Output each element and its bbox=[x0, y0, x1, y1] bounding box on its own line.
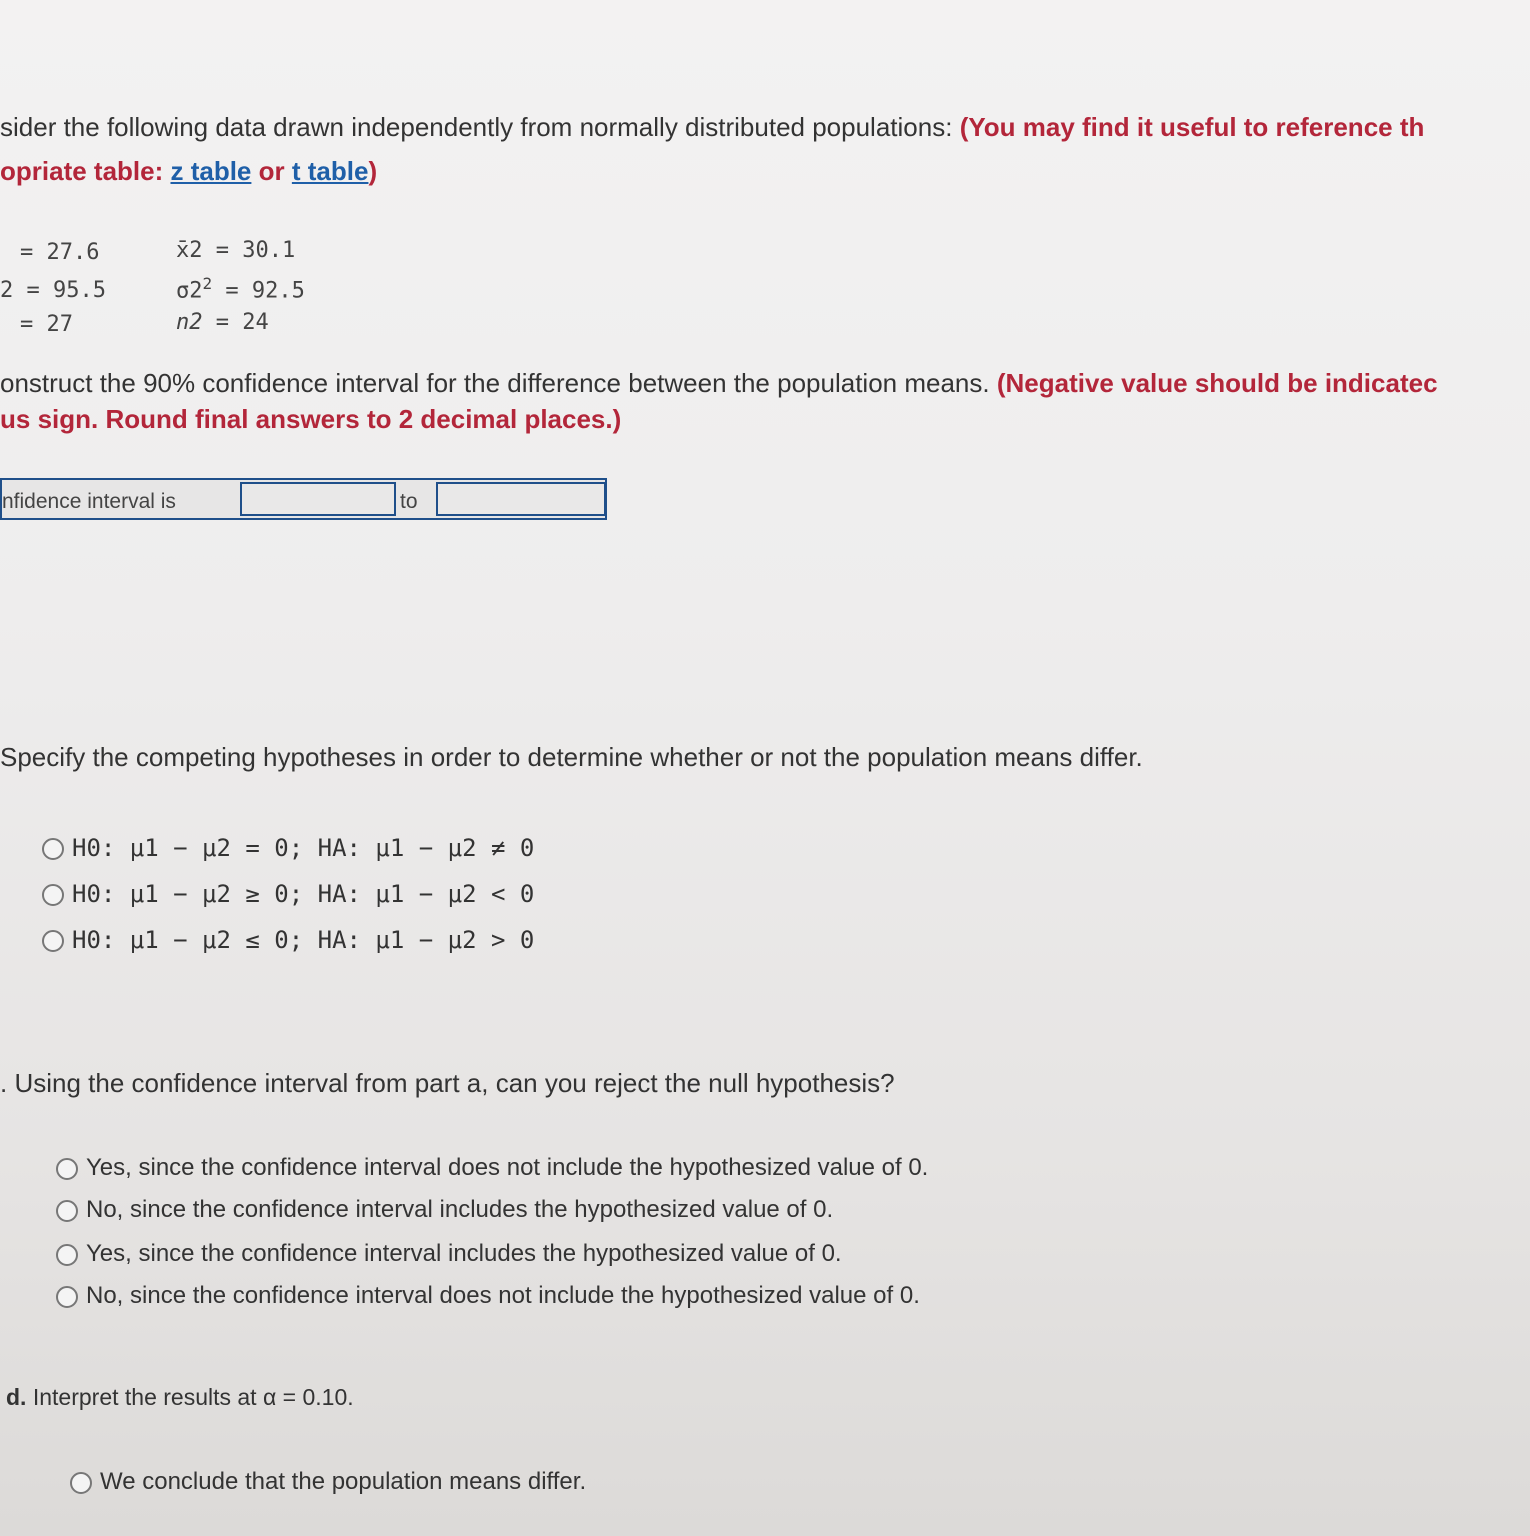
hypothesis-option-2-label: H0: μ1 − μ2 ≥ 0; HA: μ1 − μ2 < 0 bbox=[72, 880, 535, 908]
sigma2-symbol: σ2 bbox=[176, 278, 203, 304]
radio-button[interactable] bbox=[56, 1286, 78, 1308]
part-a-line-1 bbox=[0, 368, 1438, 399]
part-d-label: d. bbox=[6, 1384, 27, 1410]
part-a-note-2: us sign. Round final answers to 2 decimal places.) bbox=[0, 404, 622, 434]
sigma2-value: = 92.5 bbox=[225, 278, 305, 304]
confidence-interval-table bbox=[0, 478, 607, 520]
intro-line-1 bbox=[0, 112, 1424, 143]
close-paren: ) bbox=[368, 156, 378, 186]
intro-line-2 bbox=[0, 156, 377, 187]
ci-label: nfidence interval is bbox=[2, 490, 176, 513]
x2-symbol: x̄2 bbox=[176, 238, 203, 263]
sigma2-exponent: 2 bbox=[202, 274, 213, 293]
part-a-note-1: (Negative value should be indicatec bbox=[996, 368, 1438, 398]
reject-option-2-label: No, since the confidence interval includes the hypothesized value of 0. bbox=[86, 1196, 834, 1223]
part-a-line-2 bbox=[0, 404, 621, 435]
data-x1: = 27.6 bbox=[20, 240, 100, 265]
part-c-prompt: . Using the confidence interval from part a, can you reject the null hypothesis? bbox=[0, 1068, 895, 1098]
part-d-prompt bbox=[6, 1384, 354, 1411]
radio-button[interactable] bbox=[42, 838, 64, 860]
radio-button[interactable] bbox=[70, 1472, 92, 1494]
radio-button[interactable] bbox=[56, 1244, 78, 1266]
ci-to-label: to bbox=[400, 490, 418, 513]
interpret-option-1[interactable] bbox=[70, 1468, 586, 1496]
intro-reference-note: (You may find it useful to reference th bbox=[959, 112, 1425, 142]
x2-value: = 30.1 bbox=[215, 238, 296, 263]
hypothesis-option-1-label: H0: μ1 − μ2 = 0; HA: μ1 − μ2 ≠ 0 bbox=[72, 834, 535, 862]
part-a-text: onstruct the 90% confidence interval for the difference between the population means. bbox=[0, 368, 990, 398]
n2-symbol: n2 bbox=[176, 310, 203, 335]
intro-text: sider the following data drawn independently from normally distributed populations: bbox=[0, 112, 953, 142]
hypothesis-option-1[interactable] bbox=[42, 834, 534, 862]
reject-option-3[interactable] bbox=[56, 1240, 842, 1268]
data-x2 bbox=[176, 238, 295, 263]
radio-button[interactable] bbox=[42, 930, 64, 952]
radio-button[interactable] bbox=[56, 1200, 78, 1222]
radio-button[interactable] bbox=[56, 1158, 78, 1180]
hypothesis-option-2[interactable] bbox=[42, 880, 534, 908]
data-n1: = 27 bbox=[20, 312, 73, 337]
reject-option-1-label: Yes, since the confidence interval does not include the hypothesized value of 0. bbox=[86, 1154, 929, 1181]
or-text: or bbox=[258, 156, 285, 186]
ci-lower-input[interactable] bbox=[240, 482, 396, 516]
part-b-prompt: Specify the competing hypotheses in order to determine whether or not the population means differ. bbox=[0, 742, 1143, 772]
intro-table-prefix: opriate table: bbox=[0, 156, 164, 186]
z-table-link[interactable]: z table bbox=[170, 156, 252, 186]
t-table-link[interactable]: t table bbox=[291, 156, 369, 186]
radio-button[interactable] bbox=[42, 884, 64, 906]
data-sigma1: 2 = 95.5 bbox=[0, 278, 106, 303]
reject-option-2[interactable] bbox=[56, 1196, 833, 1224]
n2-value: = 24 bbox=[215, 310, 269, 335]
data-sigma2 bbox=[176, 274, 305, 303]
part-d-text: Interpret the results at α = 0.10. bbox=[32, 1384, 354, 1410]
data-n2 bbox=[176, 310, 269, 335]
reject-option-4[interactable] bbox=[56, 1282, 920, 1310]
hypothesis-option-3-label: H0: μ1 − μ2 ≤ 0; HA: μ1 − μ2 > 0 bbox=[72, 926, 535, 954]
reject-option-4-label: No, since the confidence interval does not include the hypothesized value of 0. bbox=[86, 1282, 920, 1309]
reject-option-3-label: Yes, since the confidence interval includes the hypothesized value of 0. bbox=[86, 1240, 842, 1267]
hypothesis-option-3[interactable] bbox=[42, 926, 534, 954]
ci-upper-input[interactable] bbox=[436, 482, 606, 516]
interpret-option-1-label: We conclude that the population means differ. bbox=[100, 1468, 587, 1495]
reject-option-1[interactable] bbox=[56, 1154, 928, 1182]
